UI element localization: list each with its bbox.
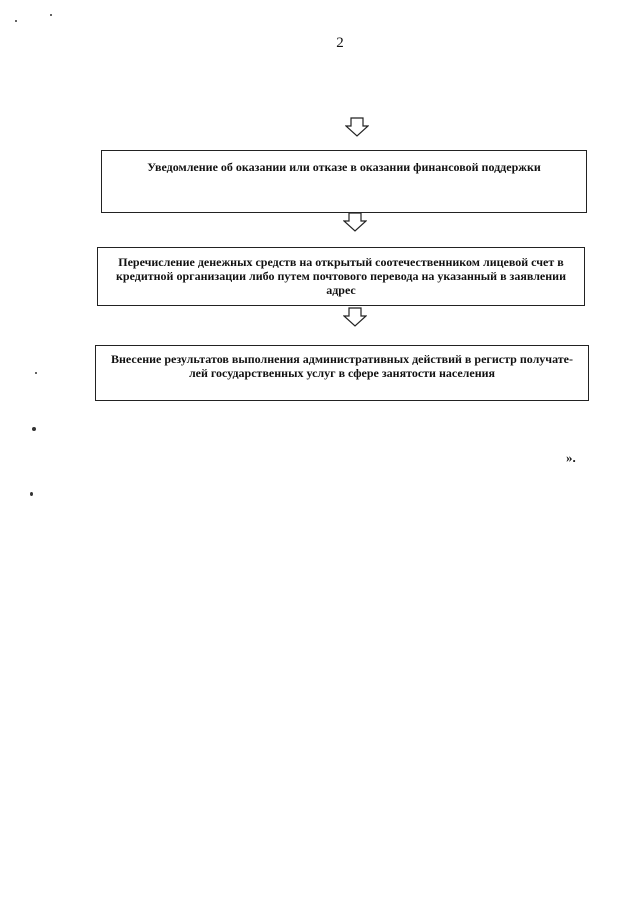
scan-speck	[32, 427, 36, 431]
scan-speck	[30, 492, 33, 496]
flow-step-text: Перечисление денежных средств на открытый соотечественником лицевой счет в кредитной организации либо путем почтового перевода на указанный в заявлении адрес	[116, 255, 566, 297]
flow-step-funds-transfer	[97, 247, 585, 306]
page-number: 2	[336, 35, 344, 51]
scan-speck	[15, 20, 17, 22]
flow-step-registry-entry	[95, 345, 589, 401]
scan-speck	[35, 372, 37, 374]
down-arrow-icon	[345, 117, 369, 137]
down-arrow-icon	[343, 307, 367, 327]
flow-step-text: Внесение результатов выполнения административных действий в регистр получате-лей государственных услуг в сфере занятости населения	[111, 352, 573, 380]
scan-speck	[50, 14, 52, 16]
closing-quote-mark: ».	[566, 450, 576, 465]
flow-step-notification	[101, 150, 587, 213]
flow-step-text: Уведомление об оказании или отказе в оказании финансовой поддержки	[147, 160, 541, 174]
down-arrow-icon	[343, 212, 367, 232]
